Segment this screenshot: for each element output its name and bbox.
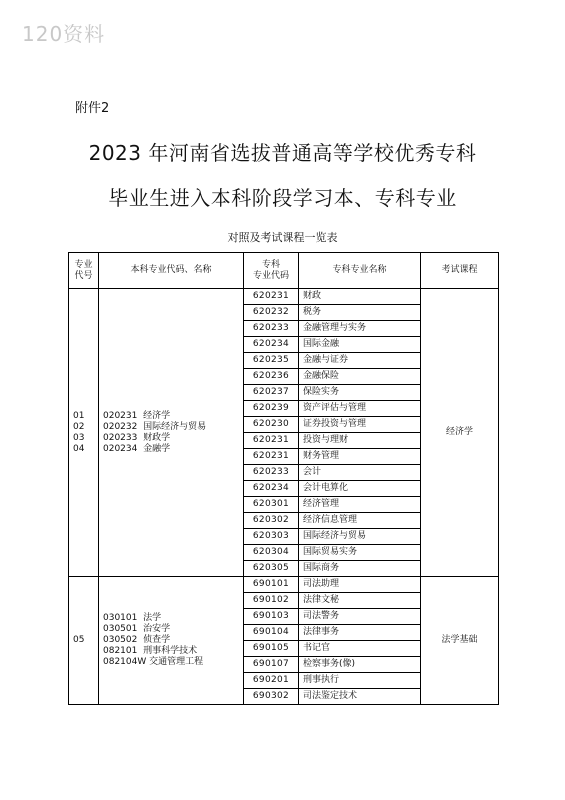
header-code: 专业 代号 [69, 253, 99, 289]
bachelor-major: 082104W 交通管理工程 [103, 657, 204, 667]
zk-code-cell: 690201 [244, 673, 299, 689]
zk-code-cell: 690104 [244, 625, 299, 641]
zk-name-cell: 财政 [299, 289, 421, 305]
zk-code-cell: 620231 [244, 433, 299, 449]
header-zk-code: 专科 专业代码 [244, 253, 299, 289]
zk-name-cell: 投资与理财 [299, 433, 421, 449]
title-line-1: 2023 年河南省选拔普通高等学校优秀专科 [88, 141, 477, 165]
zk-code-cell: 620301 [244, 497, 299, 513]
zk-code-cell: 620233 [244, 465, 299, 481]
zk-code-cell: 690302 [244, 689, 299, 705]
zk-code-cell: 620302 [244, 513, 299, 529]
zk-name-cell: 司法鉴定技术 [299, 689, 421, 705]
zk-name-cell: 法律文秘 [299, 593, 421, 609]
exam-course-cell: 法学基础 [421, 577, 499, 705]
bachelor-major: 082101 刑事科学技术 [103, 646, 198, 656]
zk-name-cell: 金融保险 [299, 369, 421, 385]
zk-code-cell: 690103 [244, 609, 299, 625]
zk-name-cell: 书记官 [299, 641, 421, 657]
group-code: 04 [73, 443, 85, 454]
group-code: 01 [73, 410, 85, 421]
zk-name-cell: 司法警务 [299, 609, 421, 625]
zk-code-cell: 620233 [244, 321, 299, 337]
zk-name-cell: 会计电算化 [299, 481, 421, 497]
zk-code-cell: 620234 [244, 337, 299, 353]
title-line-2: 毕业生进入本科阶段学习本、专科专业 [108, 186, 457, 210]
group-code-cell [69, 577, 99, 705]
zk-code-cell: 620230 [244, 417, 299, 433]
attachment-label: 附件2 [75, 101, 110, 116]
zk-code-cell: 690101 [244, 577, 299, 593]
zk-name-cell: 司法助理 [299, 577, 421, 593]
zk-name-cell: 法律事务 [299, 625, 421, 641]
zk-name-cell: 金融管理与实务 [299, 321, 421, 337]
header-bachelor: 本科专业代码、名称 [99, 253, 244, 289]
zk-code-cell: 620303 [244, 529, 299, 545]
zk-code-cell: 620231 [244, 449, 299, 465]
bachelor-major: 030502 侦查学 [103, 635, 171, 645]
group-code: 02 [73, 421, 85, 432]
zk-name-cell: 证券投资与管理 [299, 417, 421, 433]
bachelor-major: 030501 治安学 [103, 624, 171, 634]
table-row [69, 577, 499, 593]
table-header-row [69, 253, 499, 289]
major-table [68, 252, 499, 705]
zk-name-cell: 国际商务 [299, 561, 421, 577]
zk-code-cell: 690102 [244, 593, 299, 609]
zk-code-cell: 620305 [244, 561, 299, 577]
bachelor-major: 020233 财政学 [103, 432, 171, 443]
zk-name-cell: 会计 [299, 465, 421, 481]
bachelor-major: 020231 经济学 [103, 410, 171, 421]
zk-code-cell: 620232 [244, 305, 299, 321]
exam-course-cell: 经济学 [421, 289, 499, 577]
zk-name-cell: 经济管理 [299, 497, 421, 513]
zk-code-cell: 620231 [244, 289, 299, 305]
zk-name-cell: 检察事务(像) [299, 657, 421, 673]
bachelor-major: 030101 法学 [103, 613, 162, 623]
bachelor-majors-cell [99, 289, 244, 577]
group-code: 05 [73, 635, 85, 645]
bachelor-major: 020234 金融学 [103, 443, 171, 454]
zk-code-cell: 620237 [244, 385, 299, 401]
header-zk-name: 专科专业名称 [299, 253, 421, 289]
zk-name-cell: 经济信息管理 [299, 513, 421, 529]
zk-name-cell: 资产评估与管理 [299, 401, 421, 417]
group-code: 03 [73, 432, 85, 443]
bachelor-major: 020232 国际经济与贸易 [103, 421, 207, 432]
zk-name-cell: 保险实务 [299, 385, 421, 401]
zk-name-cell: 国际贸易实务 [299, 545, 421, 561]
zk-code-cell: 620304 [244, 545, 299, 561]
zk-code-cell: 620236 [244, 369, 299, 385]
zk-code-cell: 620235 [244, 353, 299, 369]
bachelor-majors-cell [99, 577, 244, 705]
zk-code-cell: 690107 [244, 657, 299, 673]
zk-name-cell: 税务 [299, 305, 421, 321]
table-row [69, 289, 499, 305]
zk-name-cell: 国际经济与贸易 [299, 529, 421, 545]
zk-name-cell: 国际金融 [299, 337, 421, 353]
group-code-cell [69, 289, 99, 577]
zk-name-cell: 金融与证券 [299, 353, 421, 369]
subtitle: 对照及考试课程一览表 [227, 231, 338, 244]
zk-name-cell: 刑事执行 [299, 673, 421, 689]
zk-code-cell: 690105 [244, 641, 299, 657]
zk-code-cell: 620239 [244, 401, 299, 417]
header-exam: 考试课程 [421, 253, 499, 289]
zk-code-cell: 620234 [244, 481, 299, 497]
zk-name-cell: 财务管理 [299, 449, 421, 465]
watermark: 120资料 [22, 22, 106, 46]
